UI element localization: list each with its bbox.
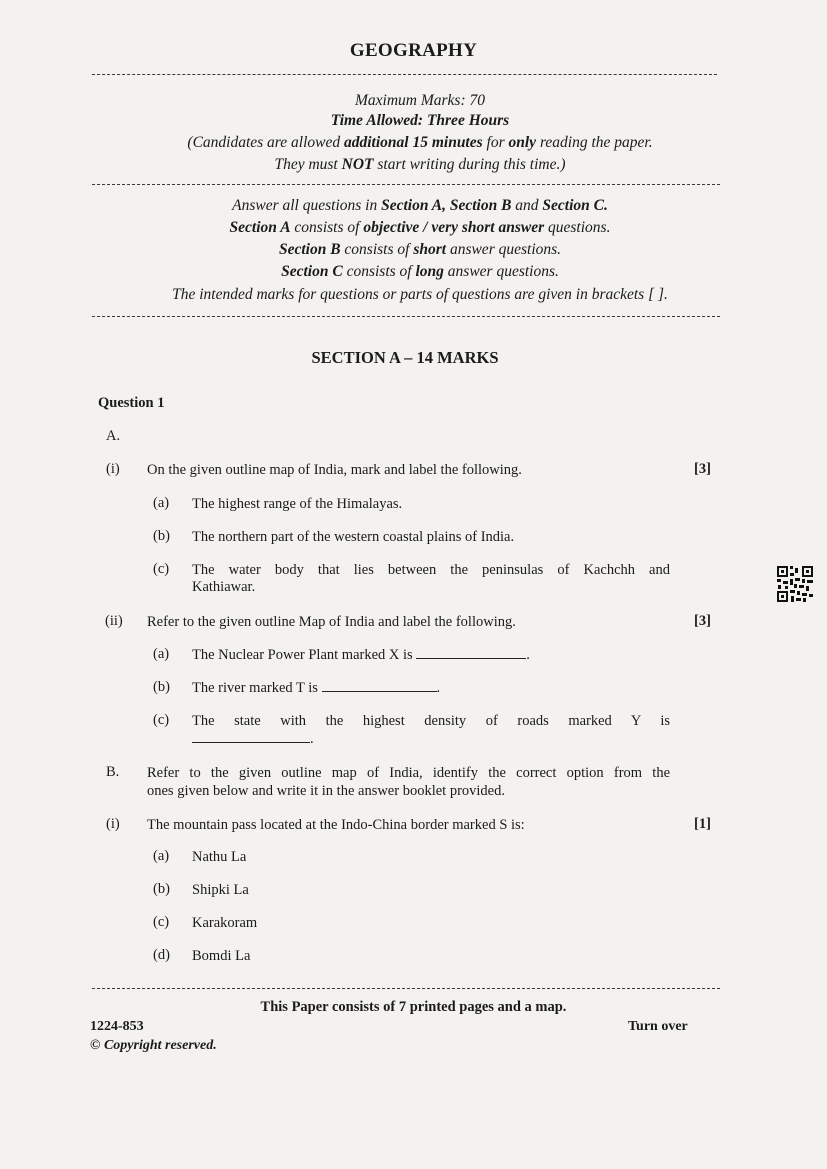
- part-b-text: ones given below and write it in the answer booklet provided.: [147, 783, 505, 799]
- divider: [92, 988, 720, 989]
- item-text: The Nuclear Power Plant marked X is: [192, 647, 413, 663]
- option-label: (b): [153, 881, 170, 897]
- instruction-text: consists of: [340, 241, 414, 258]
- item-text: The water body that lies between the peninsulas of Kachchh and: [192, 562, 670, 578]
- period: .: [436, 680, 441, 696]
- fill-in-item: [192, 679, 440, 697]
- item-text: Kathiawar.: [192, 579, 256, 595]
- instruction-emphasis: short: [413, 241, 447, 258]
- turn-over: Turn over: [628, 1019, 688, 1034]
- qr-code-icon: [776, 565, 814, 603]
- part-b-text: Refer to the given outline map of India, identify the correct option from the: [147, 765, 670, 781]
- section-title: SECTION A – 14 MARKS: [311, 348, 499, 367]
- instruction-line2: [60, 219, 780, 237]
- subq-i-text: On the given outline map of India, mark and label the following.: [147, 462, 522, 478]
- option-text: Bomdi La: [192, 948, 251, 964]
- instruction-text: Answer all questions in: [232, 197, 382, 214]
- subq-b-i-label: (i): [106, 816, 120, 832]
- item-text: The state with the highest density of roads marked Y is: [192, 713, 670, 729]
- reading-note-line2: [60, 156, 780, 174]
- item-text: The northern part of the western coastal plains of India.: [192, 529, 515, 545]
- part-b-label: B.: [106, 764, 120, 780]
- copyright: © Copyright reserved.: [90, 1038, 217, 1053]
- note-text: start writing during this time.): [373, 156, 566, 173]
- divider: [92, 184, 720, 185]
- fill-in-item: [192, 730, 314, 748]
- question-heading: Question 1: [98, 395, 165, 411]
- option-text: Karakoram: [192, 915, 258, 931]
- instruction-emphasis: objective / very short answer: [363, 219, 545, 236]
- instruction-text: answer questions.: [446, 241, 562, 258]
- answer-blank: [192, 732, 310, 743]
- instruction-emphasis: Section C.: [542, 197, 608, 214]
- option-text: Shipki La: [192, 882, 249, 898]
- option-text: Nathu La: [192, 849, 247, 865]
- instruction-text: consists of: [342, 263, 416, 280]
- option-label: (a): [153, 495, 170, 511]
- answer-blank: [416, 648, 526, 659]
- subq-b-i-text: The mountain pass located at the Indo-China border marked S is:: [147, 817, 525, 833]
- paper-code: 1224-853: [90, 1019, 144, 1034]
- instruction-emphasis: Section A, Section B: [381, 197, 512, 214]
- instruction-text: and: [511, 197, 543, 214]
- option-label: (b): [153, 679, 170, 695]
- note-emphasis: additional 15 minutes: [343, 134, 483, 151]
- subq-ii-label: (ii): [105, 613, 123, 629]
- note-text: for: [482, 134, 509, 151]
- instruction-emphasis: Section C: [281, 263, 343, 280]
- footer-note: This Paper consists of 7 printed pages and a map.: [260, 999, 567, 1015]
- note-text: reading the paper.: [536, 134, 653, 151]
- note-emphasis: NOT: [341, 156, 374, 173]
- time-allowed: Time Allowed: Three Hours: [330, 112, 510, 129]
- instruction-line1: [60, 197, 780, 215]
- option-label: (b): [153, 528, 170, 544]
- subq-i-label: (i): [106, 461, 120, 477]
- instruction-text: consists of: [290, 219, 364, 236]
- note-text: They must: [274, 156, 342, 173]
- item-text: The highest range of the Himalayas.: [192, 496, 403, 512]
- marks-badge: [3]: [694, 613, 711, 629]
- answer-blank: [322, 681, 437, 692]
- option-label: (d): [153, 947, 170, 963]
- reading-note-line1: [60, 134, 780, 152]
- instruction-text: questions.: [544, 219, 611, 236]
- item-text: The river marked T is: [192, 680, 318, 696]
- max-marks: Maximum Marks: 70: [354, 92, 485, 109]
- option-label: (a): [153, 848, 170, 864]
- part-a-label: A.: [106, 428, 121, 444]
- option-label: (a): [153, 646, 170, 662]
- instruction-text: answer questions.: [443, 263, 559, 280]
- instruction-line3: [60, 241, 780, 259]
- instruction-line5: The intended marks for questions or parts of questions are given in brackets [ ].: [172, 286, 668, 303]
- instruction-emphasis: long: [415, 263, 444, 280]
- option-label: (c): [153, 561, 170, 577]
- instruction-line4: [60, 263, 780, 281]
- subq-ii-text: Refer to the given outline Map of India and label the following.: [147, 614, 516, 630]
- instruction-emphasis: Section A: [229, 219, 291, 236]
- marks-badge: [3]: [694, 461, 711, 477]
- fill-in-item: [192, 646, 530, 664]
- marks-badge: [1]: [694, 816, 711, 832]
- option-label: (c): [153, 712, 170, 728]
- note-text: (Candidates are allowed: [187, 134, 344, 151]
- note-emphasis: only: [508, 134, 537, 151]
- period: .: [526, 647, 530, 663]
- page-title: GEOGRAPHY: [349, 40, 478, 61]
- period: .: [310, 731, 314, 747]
- divider: [92, 316, 720, 317]
- instruction-emphasis: Section B: [278, 241, 341, 258]
- option-label: (c): [153, 914, 170, 930]
- divider: [92, 74, 717, 75]
